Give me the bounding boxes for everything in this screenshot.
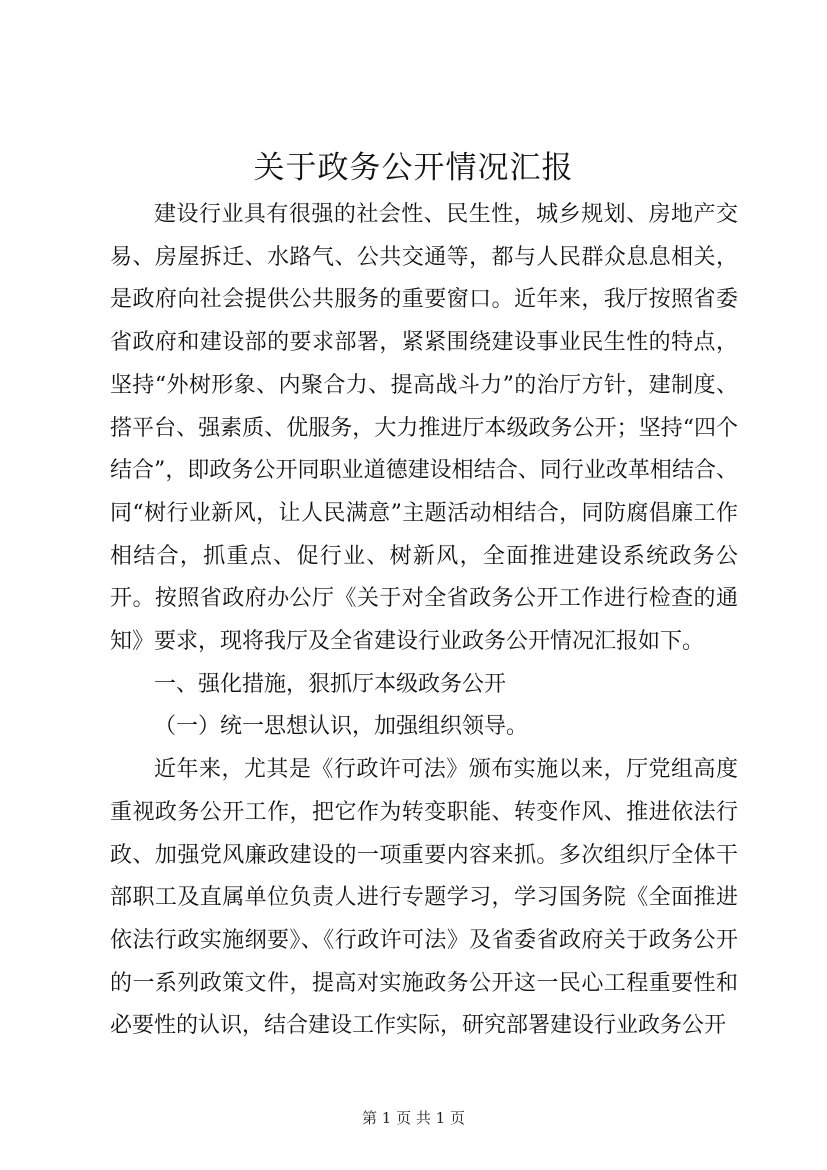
paragraph-intro: 建设行业具有很强的社会性、民生性，城乡规划、房地产交易、房屋拆迁、水路气、公共交通等，都与人民群众息息相关，是政府向社会提供公共服务的重要窗口。近年来，我厅按照省委省政府和建设部的要求部署，紧紧围绕建设事业民生性的特点，坚持“外树形象、内聚合力、提高战斗力”的治厅方针，建制度、搭平台、强素质、优服务，大力推进厅本级政务公开；坚持“四个结合”，即政务公开同职业道德建设相结合、同行业改革相结合、同“树行业新风，让人民满意”主题活动相结合，同防腐倡廉工作相结合，抓重点、促行业、树新风，全面推进建设系统政务公开。按照省政府办公厅《关于对全省政务公开工作进行检查的通知》要求，现将我厅及全省建设行业政务公开情况汇报如下。	[110, 202, 738, 655]
subsection-heading-1: （一）统一思想认识，加强组织领导。	[154, 714, 529, 740]
document-body	[110, 194, 738, 1048]
document-title: 关于政务公开情况汇报	[253, 150, 574, 186]
paragraph-body: 近年来，尤其是《行政许可法》颁布实施以来，厅党组高度重视政务公开工作，把它作为转变职能、转变作风、推进依法行政、加强党风廉政建设的一项重要内容来抓。多次组织厅全体干部职工及直属单位负责人进行专题学习，学习国务院《全面推进依法行政实施纲要》、《行政许可法》及省委省政府关于政务公开的一系列政策文件，提高对实施政务公开这一民心工程重要性和必要性的认识，结合建设工作实际，研究部署建设行业政务公开	[110, 757, 738, 1039]
section-heading-1: 一、强化措施，狠抓厅本级政务公开	[154, 671, 507, 697]
page-footer: 第 1 页 共 1 页	[362, 1109, 465, 1127]
